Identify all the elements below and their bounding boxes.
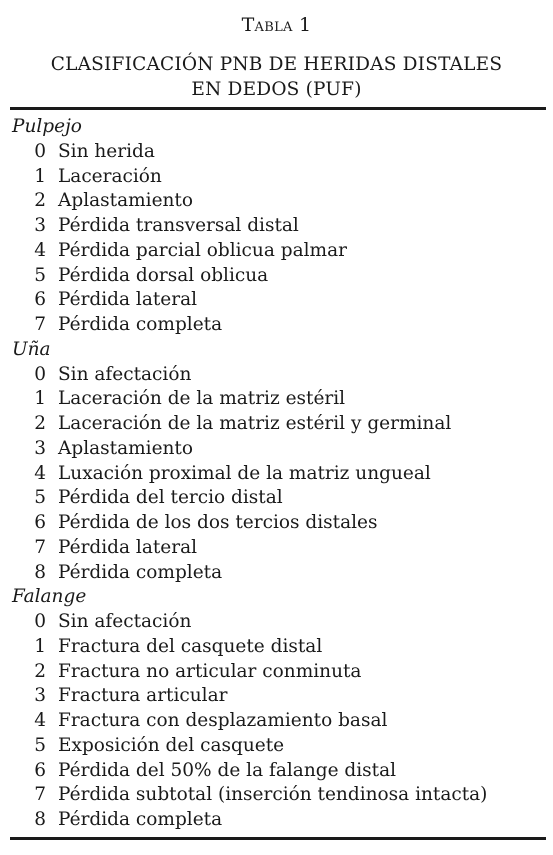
row-description: Fractura del casquete distal xyxy=(58,635,323,657)
row-description: Pérdida parcial oblicua palmar xyxy=(58,239,347,261)
row-description: Pérdida de los dos tercios distales xyxy=(58,512,378,533)
row-description: Aplastamiento xyxy=(58,190,194,212)
row-number: 0 xyxy=(34,611,46,632)
row-number: 6 xyxy=(34,289,46,311)
row-number: 4 xyxy=(34,710,46,731)
row-number: 0 xyxy=(34,363,46,385)
row-description: Pérdida completa xyxy=(58,809,223,830)
table-title-line-1: CLASIFICACIÓN PNB DE HERIDAS DISTALES xyxy=(50,54,503,75)
row-description: Pérdida lateral xyxy=(58,289,198,311)
table-row xyxy=(0,808,553,833)
row-description: Fractura articular xyxy=(58,685,228,707)
table-row xyxy=(0,511,553,536)
row-number: 7 xyxy=(34,784,46,806)
row-description: Pérdida completa xyxy=(58,561,223,583)
table-row xyxy=(0,709,553,734)
row-number: 0 xyxy=(34,140,46,162)
row-number: 2 xyxy=(34,660,46,682)
row-description: Pérdida transversal distal xyxy=(58,215,299,236)
row-description: Pérdida del tercio distal xyxy=(58,487,283,509)
row-description: Fractura con desplazamiento basal xyxy=(58,710,388,731)
row-number: 1 xyxy=(34,388,46,410)
table-row xyxy=(0,536,553,561)
section-heading: Falange xyxy=(12,586,87,608)
table-bottom-rule xyxy=(10,837,546,840)
table-row xyxy=(0,214,553,239)
table-title-line-2: EN DEDOS (PUF) xyxy=(191,79,362,100)
table-row xyxy=(0,759,553,784)
table-row xyxy=(0,412,553,437)
row-description: Exposición del casquete xyxy=(58,734,285,756)
row-description: Pérdida dorsal oblicua xyxy=(58,264,269,286)
table-row xyxy=(0,264,553,289)
table-row xyxy=(0,313,553,338)
row-description: Laceración de la matriz estéril xyxy=(58,388,346,410)
row-description: Pérdida lateral xyxy=(58,536,198,558)
row-number: 2 xyxy=(34,413,46,434)
table-row xyxy=(0,165,553,190)
table-row xyxy=(0,239,553,264)
table-row xyxy=(0,783,553,808)
row-description: Pérdida completa xyxy=(58,314,223,335)
table-top-rule xyxy=(10,107,546,110)
row-number: 5 xyxy=(34,487,46,509)
row-description: Pérdida subtotal (inserción tendinosa intacta) xyxy=(58,784,488,806)
row-description: Fractura no articular conminuta xyxy=(58,660,362,682)
table-row xyxy=(0,635,553,660)
row-description: Sin herida xyxy=(58,140,155,162)
row-number: 1 xyxy=(34,165,46,187)
table-title xyxy=(0,52,553,102)
table-row xyxy=(0,561,553,586)
table-row xyxy=(0,486,553,511)
table-body xyxy=(0,115,553,833)
row-description: Sin afectación xyxy=(58,363,192,385)
row-description: Sin afectación xyxy=(58,611,192,632)
table-row xyxy=(0,437,553,462)
row-number: 1 xyxy=(34,635,46,657)
table-row xyxy=(0,660,553,685)
row-number: 7 xyxy=(34,314,46,335)
row-number: 5 xyxy=(34,264,46,286)
table-row xyxy=(0,610,553,635)
table-row xyxy=(0,288,553,313)
row-number: 2 xyxy=(34,190,46,212)
table-row xyxy=(0,363,553,388)
row-number: 4 xyxy=(34,239,46,261)
table-row xyxy=(0,140,553,165)
row-number: 3 xyxy=(34,437,46,459)
row-description: Pérdida del 50% de la falange distal xyxy=(58,759,397,781)
row-number: 4 xyxy=(34,462,46,484)
row-number: 8 xyxy=(34,561,46,583)
row-description: Aplastamiento xyxy=(58,437,194,459)
row-number: 3 xyxy=(34,685,46,707)
section-heading: Pulpejo xyxy=(12,116,82,137)
row-description: Luxación proximal de la matriz ungueal xyxy=(58,462,431,484)
row-number: 3 xyxy=(34,215,46,236)
row-number: 5 xyxy=(34,734,46,756)
table-row xyxy=(0,684,553,709)
row-number: 8 xyxy=(34,809,46,830)
row-number: 6 xyxy=(34,759,46,781)
section-heading: Uña xyxy=(12,338,51,360)
row-description: Laceración de la matriz estéril y germinal xyxy=(58,413,452,434)
row-number: 6 xyxy=(34,512,46,533)
row-description: Laceración xyxy=(58,165,162,187)
table-row xyxy=(0,462,553,487)
table-row xyxy=(0,387,553,412)
table-label: Tabla 1 xyxy=(241,14,312,36)
table-row xyxy=(0,734,553,759)
table-row xyxy=(0,189,553,214)
row-number: 7 xyxy=(34,536,46,558)
